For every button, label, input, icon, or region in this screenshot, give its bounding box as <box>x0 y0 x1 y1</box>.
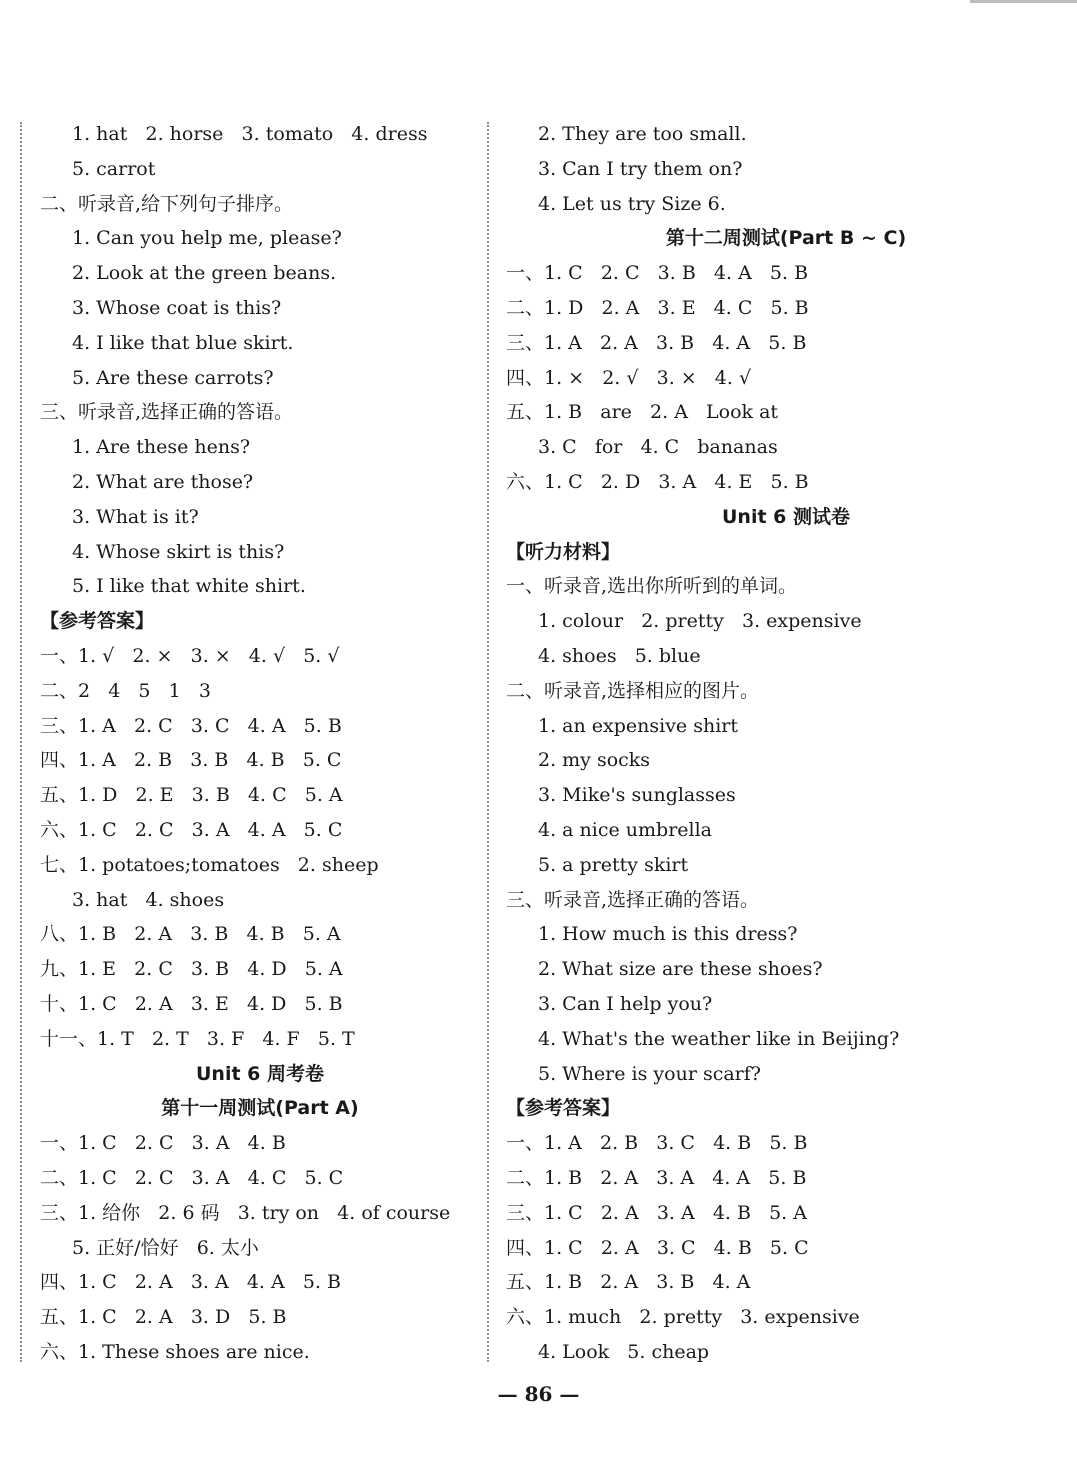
text-line: 三、1. C 2. A 3. A 4. B 5. A <box>506 1201 807 1224</box>
text-line: 1. hat 2. horse 3. tomato 4. dress <box>72 123 428 145</box>
text-line: 2. my socks <box>538 749 651 772</box>
right-column <box>506 117 1066 1370</box>
text-line: 四、1. A 2. B 3. B 4. B 5. C <box>40 749 342 772</box>
text-line: 六、1. C 2. C 3. A 4. A 5. C <box>40 818 343 841</box>
text-line: 5. Where is your scarf? <box>538 1062 761 1085</box>
text-line: 第十一周测试(Part A) <box>161 1097 359 1120</box>
text-line: 一、听录音,选出你所听到的单词。 <box>506 575 798 598</box>
text-line: 一、1. C 2. C 3. A 4. B <box>40 1132 286 1155</box>
text-line: 五、1. B are 2. A Look at <box>506 401 779 424</box>
text-line: 【参考答案】 <box>506 1097 621 1120</box>
text-line: 1. an expensive shirt <box>538 714 739 737</box>
text-line: 4. shoes 5. blue <box>538 644 701 667</box>
text-line: 3. hat 4. shoes <box>72 888 225 911</box>
text-line: 2. What size are these shoes? <box>538 958 823 981</box>
text-line: 5. a pretty skirt <box>538 853 689 876</box>
text-line: 二、听录音,选择相应的图片。 <box>506 679 760 702</box>
text-line: 【参考答案】 <box>40 610 155 633</box>
text-line: 二、2 4 5 1 3 <box>40 679 211 702</box>
text-line: 二、听录音,给下列句子排序。 <box>40 192 294 215</box>
top-edge-rule <box>970 0 1077 3</box>
text-line: 一、1. C 2. C 3. B 4. A 5. B <box>506 262 809 285</box>
text-line: 3. Mike's sunglasses <box>538 784 736 807</box>
text-line: 3. Can I try them on? <box>538 157 743 180</box>
text-line: 5. carrot <box>72 157 156 180</box>
text-line: 十、1. C 2. A 3. E 4. D 5. B <box>40 992 343 1015</box>
text-line: 八、1. B 2. A 3. B 4. B 5. A <box>40 923 341 946</box>
text-line: 一、1. √ 2. × 3. × 4. √ 5. √ <box>40 644 340 667</box>
left-dotted-border <box>20 122 22 1362</box>
text-line: 六、1. These shoes are nice. <box>40 1340 310 1363</box>
text-line: 第十二周测试(Part B ~ C) <box>665 227 907 250</box>
text-line: 九、1. E 2. C 3. B 4. D 5. A <box>40 958 343 981</box>
text-line: 四、1. × 2. √ 3. × 4. √ <box>506 366 752 389</box>
text-line: 二、1. D 2. A 3. E 4. C 5. B <box>506 296 809 319</box>
text-line: 2. Look at the green beans. <box>72 262 337 285</box>
text-line: 三、听录音,选择正确的答语。 <box>40 401 294 424</box>
text-line: Unit 6 测试卷 <box>722 505 850 528</box>
text-line: 五、1. C 2. A 3. D 5. B <box>40 1306 287 1329</box>
text-line: 1. How much is this dress? <box>538 923 798 946</box>
text-line: 1. Can you help me, please? <box>72 227 342 250</box>
text-line: 【听力材料】 <box>506 540 621 563</box>
text-line: 六、1. C 2. D 3. A 4. E 5. B <box>506 470 809 493</box>
text-line: 四、1. C 2. A 3. A 4. A 5. B <box>40 1271 341 1294</box>
text-line: 三、1. A 2. A 3. B 4. A 5. B <box>506 331 807 354</box>
text-line: 3. C for 4. C bananas <box>538 436 778 459</box>
text-line: 3. What is it? <box>72 505 199 528</box>
text-line: 5. Are these carrots? <box>72 366 274 389</box>
text-line: 五、1. D 2. E 3. B 4. C 5. A <box>40 784 343 807</box>
text-line: 1. Are these hens? <box>72 436 251 459</box>
text-line: 十一、1. T 2. T 3. F 4. F 5. T <box>40 1027 355 1050</box>
text-line: 3. Whose coat is this? <box>72 296 282 319</box>
text-line: 5. 正好/恰好 6. 太小 <box>72 1236 259 1259</box>
text-line: 4. What's the weather like in Beijing? <box>538 1027 900 1050</box>
text-line: 六、1. much 2. pretty 3. expensive <box>506 1306 860 1329</box>
text-line: 2. What are those? <box>72 470 254 493</box>
text-line: 1. colour 2. pretty 3. expensive <box>538 610 862 633</box>
left-column <box>40 117 480 1370</box>
text-line: 5. I like that white shirt. <box>72 575 306 598</box>
text-line: 二、1. C 2. C 3. A 4. C 5. C <box>40 1166 344 1189</box>
text-line: 4. Whose skirt is this? <box>72 540 285 563</box>
text-line: Unit 6 周考卷 <box>196 1062 324 1085</box>
text-line: 一、1. A 2. B 3. C 4. B 5. B <box>506 1132 808 1155</box>
text-line: 四、1. C 2. A 3. C 4. B 5. C <box>506 1236 809 1259</box>
text-line: 三、1. A 2. C 3. C 4. A 5. B <box>40 714 342 737</box>
text-line: 4. Look 5. cheap <box>538 1340 710 1363</box>
text-line: 三、听录音,选择正确的答语。 <box>506 888 760 911</box>
text-line: 4. I like that blue skirt. <box>72 331 294 354</box>
center-dotted-divider <box>487 122 489 1362</box>
text-line: 2. They are too small. <box>538 123 747 145</box>
text-line: 3. Can I help you? <box>538 992 713 1015</box>
text-line: 二、1. B 2. A 3. A 4. A 5. B <box>506 1166 807 1189</box>
text-line: 五、1. B 2. A 3. B 4. A <box>506 1271 751 1294</box>
text-line: 七、1. potatoes;tomatoes 2. sheep <box>40 853 379 876</box>
text-line: 三、1. 给你 2. 6 码 3. try on 4. of course <box>40 1201 451 1224</box>
text-line: 4. a nice umbrella <box>538 818 712 841</box>
text-line: 4. Let us try Size 6. <box>538 192 726 215</box>
page-number: — 86 — <box>497 1382 580 1406</box>
